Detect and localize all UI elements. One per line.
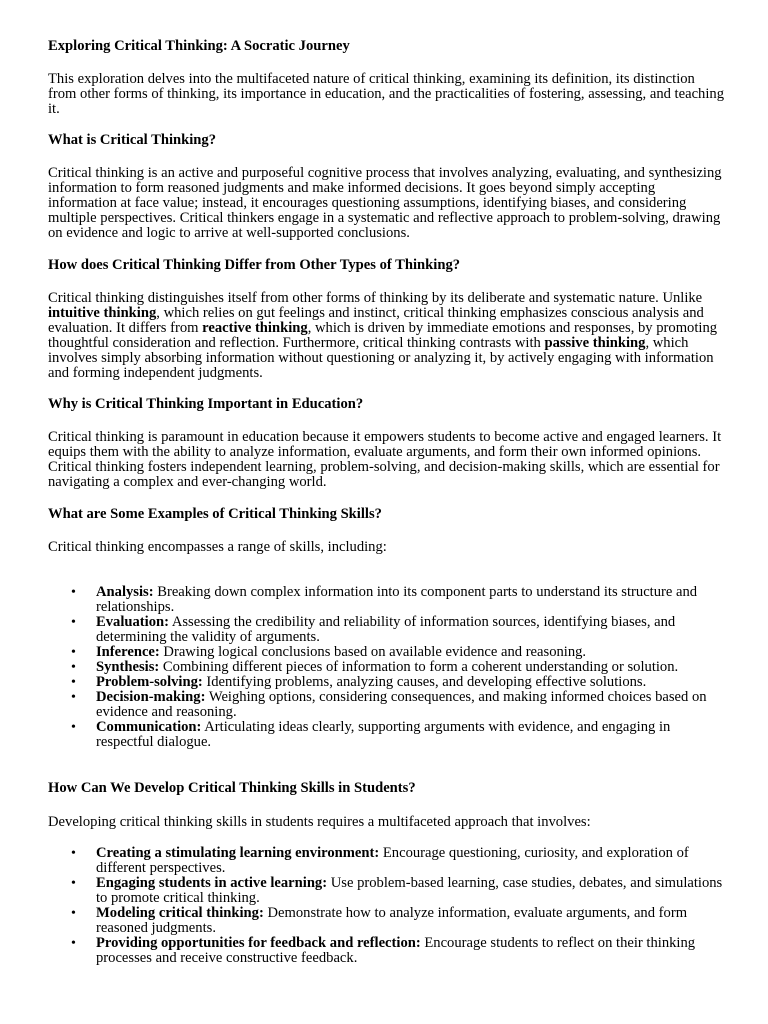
skill-term: Communication: — [96, 719, 202, 735]
heading-what-is: What is Critical Thinking? — [48, 132, 216, 148]
list-item — [48, 690, 724, 720]
strategy-term: Creating a stimulating learning environment: — [96, 845, 380, 861]
term-passive-thinking: passive thinking — [544, 335, 646, 351]
skill-term: Inference: — [96, 644, 160, 660]
skill-text: Drawing logical conclusions based on available evidence and reasoning. — [159, 644, 587, 660]
document-title: Exploring Critical Thinking: A Socratic Journey — [48, 38, 350, 54]
differ-text-1: Critical thinking distinguishes itself from other forms of thinking by its deliberate and systematic nature. Unlike — [48, 290, 703, 306]
develop-list — [48, 846, 724, 966]
list-item — [48, 720, 724, 750]
term-reactive-thinking: reactive thinking — [202, 320, 308, 336]
list-item — [48, 645, 724, 660]
differ-text-4: , which involves simply absorbing information without questioning or analyzing it, by actively engaging with information and forming independent judgments. — [48, 335, 714, 381]
heading-develop: How Can We Develop Critical Thinking Skills in Students? — [48, 780, 416, 796]
intro-paragraph: This exploration delves into the multifaceted nature of critical thinking, examining its definition, its distinction from other forms of thinking, its importance in education, and the practicalities of fostering, assessing, and teaching it. — [48, 71, 724, 117]
skill-term: Analysis: — [96, 584, 154, 600]
differ-text-2: , which relies on gut feelings and instinct, critical thinking emphasizes conscious analysis and evaluation. It differs from — [48, 305, 704, 336]
skill-text: Weighing options, considering consequences, and making informed choices based on evidence and reasoning. — [96, 689, 707, 720]
strategy-text: Encourage questioning, curiosity, and exploration of different perspectives. — [96, 845, 689, 876]
list-item — [48, 936, 724, 966]
term-intuitive-thinking: intuitive thinking — [48, 305, 157, 321]
skill-term: Problem-solving: — [96, 674, 203, 690]
list-item — [48, 585, 724, 615]
skill-text: Articulating ideas clearly, supporting arguments with evidence, and engaging in respectful dialogue. — [96, 719, 671, 750]
list-item — [48, 660, 724, 675]
develop-lead: Developing critical thinking skills in students requires a multifaceted approach that involves: — [48, 814, 591, 830]
differ-paragraph — [48, 291, 724, 381]
list-item — [48, 876, 724, 906]
skill-term: Synthesis: — [96, 659, 160, 675]
heading-differ: How does Critical Thinking Differ from Other Types of Thinking? — [48, 257, 461, 273]
list-item — [48, 675, 724, 690]
skill-text: Assessing the credibility and reliability of information sources, identifying biases, and determining the validity of arguments. — [96, 614, 676, 645]
list-item — [48, 846, 724, 876]
strategy-term: Providing opportunities for feedback and reflection: — [96, 935, 421, 951]
skill-term: Evaluation: — [96, 614, 169, 630]
skills-list — [48, 585, 724, 750]
strategy-text: Use problem-based learning, case studies, debates, and simulations to promote critical thinking. — [96, 875, 723, 906]
heading-why: Why is Critical Thinking Important in Education? — [48, 396, 364, 412]
differ-text-3: , which is driven by immediate emotions and responses, by promoting thoughtful consideration and reflection. Furthermore, critical thinking contrasts with — [48, 320, 718, 351]
skill-text: Identifying problems, analyzing causes, and developing effective solutions. — [202, 674, 647, 690]
strategy-term: Modeling critical thinking: — [96, 905, 264, 921]
what-is-paragraph: Critical thinking is an active and purposeful cognitive process that involves analyzing, evaluating, and synthesizing information to form reasoned judgments and make informed decisions. It goes beyond simply accepting information at face value; instead, it encourages questioning assumptions, identifying biases, and considering multiple perspectives. Critical thinkers engage in a systematic and reflective approach to problem-solving, drawing on evidence and logic to arrive at well-supported conclusions. — [48, 165, 722, 241]
strategy-text: Encourage students to reflect on their thinking processes and receive constructive feedback. — [96, 935, 696, 966]
why-paragraph: Critical thinking is paramount in education because it empowers students to become active and engaged learners. It equips them with the ability to analyze information, evaluate arguments, and form their own informed opinions. Critical thinking fosters independent learning, problem-solving, and decision-making skills, which are essential for navigating a complex and ever-changing world. — [48, 429, 722, 490]
skill-text: Combining different pieces of information to form a coherent understanding or solution. — [159, 659, 679, 675]
list-item — [48, 906, 724, 936]
list-item — [48, 615, 724, 645]
strategy-text: Demonstrate how to analyze information, evaluate arguments, and form reasoned judgments. — [96, 905, 688, 936]
examples-lead: Critical thinking encompasses a range of skills, including: — [48, 539, 387, 555]
skill-text: Breaking down complex information into its component parts to understand its structure and relationships. — [96, 584, 698, 615]
skill-term: Decision-making: — [96, 689, 206, 705]
heading-examples: What are Some Examples of Critical Thinking Skills? — [48, 506, 382, 522]
strategy-term: Engaging students in active learning: — [96, 875, 328, 891]
